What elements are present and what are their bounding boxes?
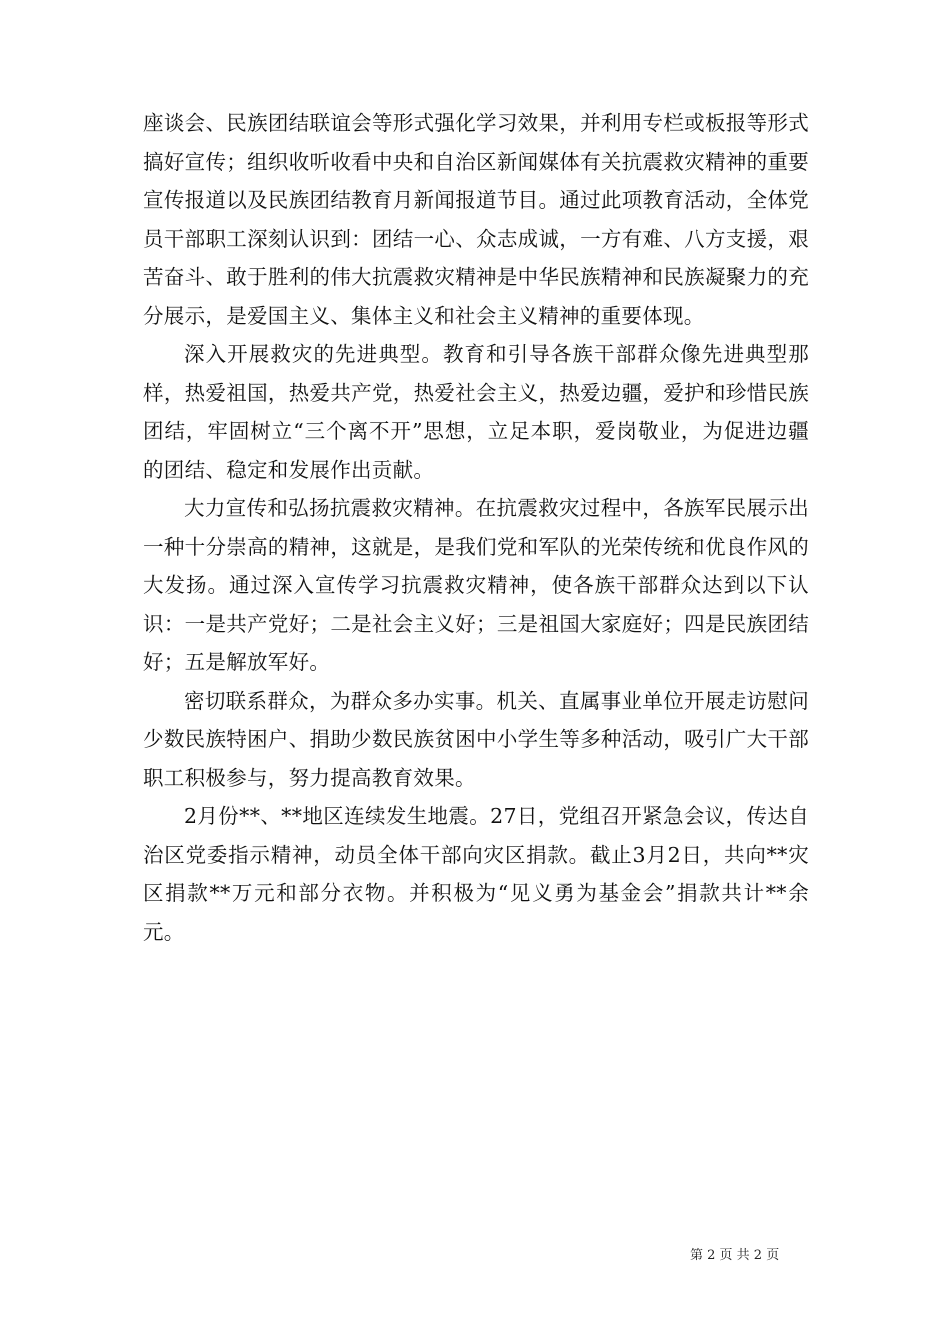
page-number-footer: 第 2 页 共 2 页 [690,1248,780,1263]
document-body [143,104,809,951]
paragraph-3: 大力宣传和弘扬抗震救灾精神。在抗震救灾过程中，各族军民展示出一种十分崇高的精神，这就是，是我们党和军队的光荣传统和优良作风的大发扬。通过深入宣传学习抗震救灾精神，使各族干部群众达到以下认识：一是共产党好；二是社会主义好；三是祖国大家庭好；四是民族团结好；五是解放军好。 [143,496,809,674]
paragraph-4: 密切联系群众，为群众多办实事。机关、直属事业单位开展走访慰问少数民族特困户、捐助少数民族贫困中小学生等多种活动，吸引广大干部职工积极参与，努力提高教育效果。 [143,688,809,790]
paragraph-1: 座谈会、民族团结联谊会等形式强化学习效果，并利用专栏或板报等形式搞好宣传；组织收听收看中央和自治区新闻媒体有关抗震救灾精神的重要宣传报道以及民族团结教育月新闻报道节目。通过此项教育活动，全体党员干部职工深刻认识到：团结一心、众志成诚，一方有难、八方支援，艰苦奋斗、敢于胜利的伟大抗震救灾精神是中华民族精神和民族凝聚力的充分展示，是爱国主义、集体主义和社会主义精神的重要体现。 [143,111,809,328]
paragraph-2: 深入开展救灾的先进典型。教育和引导各族干部群众像先进典型那样，热爱祖国，热爱共产党，热爱社会主义，热爱边疆，爱护和珍惜民族团结，牢固树立“三个离不开”思想，立足本职，爱岗敬业，为促进边疆的团结、稳定和发展作出贡献。 [143,342,809,482]
paragraph-5: 2月份**、**地区连续发生地震。27日，党组召开紧急会议，传达自治区党委指示精神，动员全体干部向灾区捐款。截止3月2日，共向**灾区捐款**万元和部分衣物。并积极为“见义勇为基金会”捐款共计**余元。 [143,804,809,944]
